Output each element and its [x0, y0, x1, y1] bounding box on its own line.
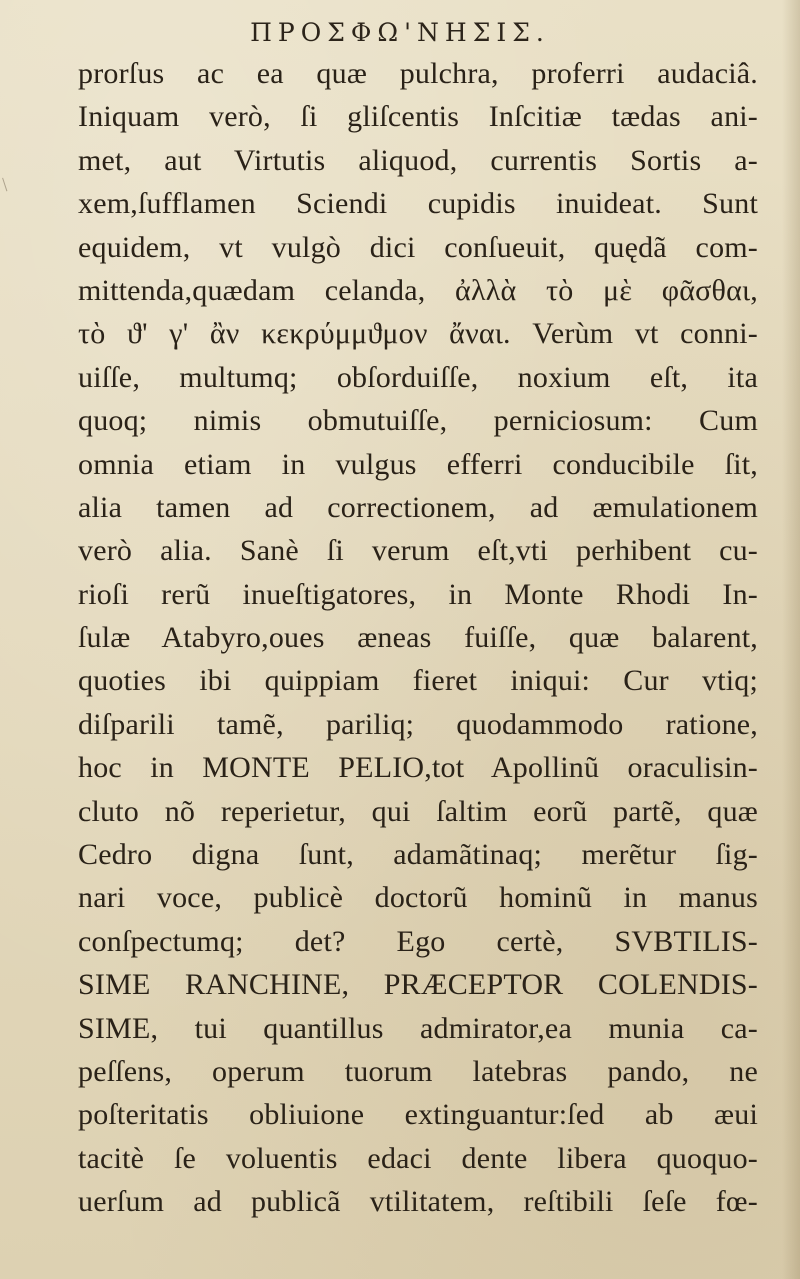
text-line: quoties ibi quippiam fieret iniqui: Cur vtiq; [78, 664, 758, 698]
show-through-text [90, 1162, 730, 1178]
text-line: Cedro digna ſunt, adamãtinaq; merẽtur ſig- [78, 838, 758, 872]
text-line: τὸ ϑ' γ' ἂν κεκρύμμϑμον ἄναι. Verùm vt conni- [78, 317, 758, 351]
text-line: ſulæ Atabyro,oues æneas fuiſſe, quæ balarent, [78, 621, 758, 655]
text-line: SIME RANCHINE, PRÆCEPTOR COLENDIS- [78, 968, 758, 1002]
text-line: xem,ſufflamen Sciendi cupidis inuideat. Sunt [78, 187, 758, 221]
text-line: omnia etiam in vulgus efferri conducibile ſit, [78, 447, 758, 481]
text-line: uiſſe, multumq; obſorduiſſe, noxium eſt, ita [78, 360, 758, 394]
text-line: conſpectumq; det? Ego certè, SVBTILIS- [78, 924, 758, 958]
text-line: Iniquam verò, ſi gliſcentis Inſcitiæ tædas ani- [78, 100, 758, 134]
text-line: SIME, tui quantillus admirator,ea munia ca- [78, 1011, 758, 1045]
text-line: uerſum ad publicã vtilitatem, reſtibili ſeſe fœ- [78, 1185, 758, 1219]
text-line: diſparili tamẽ, pariliq; quodammodo ratione, [78, 707, 758, 741]
text-line: rioſi rerũ inueſtigatores, in Monte Rhodi In- [78, 577, 758, 611]
text-line: peſſens, operum tuorum latebras pando, ne [78, 1054, 758, 1088]
running-head: ΠΡΟΣΦΩ'ΝΗΣΙΣ. [250, 18, 550, 47]
text-line: nari voce, publicè doctorũ hominũ in manus [78, 881, 758, 915]
text-line: prorſus ac ea quæ pulchra, proferri audaciâ. [78, 57, 758, 90]
text-line: poſteritatis obliuione extinguantur:ſed ab æui [78, 1098, 758, 1132]
text-line: quoq; nimis obmutuiſſe, perniciosum: Cum [78, 404, 758, 438]
text-line: mittenda,quædam celanda, ἀλλὰ τὸ μὲ φᾶσθαι, [78, 273, 758, 307]
text-line: cluto nõ reperietur, qui ſaltim eorũ partẽ, quæ [78, 794, 758, 828]
text-line: alia tamen ad correctionem, ad æmulationem [78, 490, 758, 524]
text-line: verò alia. Sanè ſi verum eſt,vti perhibent cu- [78, 534, 758, 568]
page-edge-shadow [782, 0, 800, 1279]
body-text [78, 52, 758, 1224]
text-line: met, aut Virtutis aliquod, currentis Sortis a- [78, 143, 758, 177]
text-line: hoc in MONTE PELIO,tot Apollinũ oraculisin- [78, 751, 758, 785]
text-line: tacitè ſe voluentis edaci dente libera quoquo- [78, 1141, 758, 1175]
margin-mark [2, 175, 17, 192]
text-line: equidem, vt vulgò dici conſueuit, quędã com- [78, 230, 758, 264]
